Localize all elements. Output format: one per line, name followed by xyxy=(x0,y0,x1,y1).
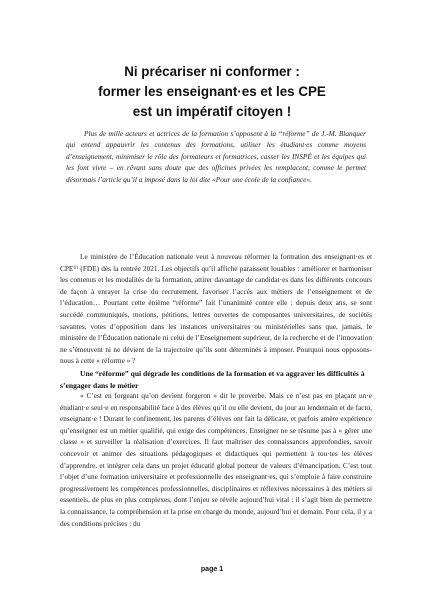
body-paragraph: Le ministère de l’Éducation nationale veut à nouveau réformer la formation des enseignant·es et CPE⁽ⁱ⁾ (FDE) dès la rentrée 2021. Les objectifs qu’il affiche paraissent louables : améliorer et harmoniser les contenus et les modalités de la formation, attirer davantage de candidat·es dans les différents concours de façon à enrayer la crise du recrutement, favoriser l’accès aux métiers de l’enseignement et de l’éducation… Pourtant cette énième “réforme” fait l’unanimité contre elle : depuis deux ans, se sont succédé communiqués, motions, pétitions, lettres ouvertes de composantes universitaires, de sociétés savantes, votes d’opposition dans les instances universitaires ou ministérielles sans que, jamais, le ministère de l’Éducation nationale ni celui de l’Enseignement supérieur, de la recherche et de l’innovation ne s’émeuvent ni ne dévient de la trajectoire qu’ils sont déterminés à imposer. Pourquoi nous opposons-nous à cette « réforme » ? xyxy=(60,252,372,366)
title-line-2: former les enseignant·es et les CPE xyxy=(98,84,326,99)
intro-paragraph: Plus de mille acteurs et actrices de la formation s’opposent à la “réforme” de J.-M. Blanquer qui entend appauvrir les contenus des formations, utiliser les étudiant·es comme moyens d’enseignement, minimiser le rôle des formateurs et formatrices, casser les INSPÉ et les équipes qui les font vivre – en rêvant sans doute que des officines privées les remplacent, comme le permet désormais l’article qu’il a imposé dans la loi dite «Pour une école de la confiance». xyxy=(66,129,366,184)
page-number: page 1 xyxy=(200,566,224,573)
section-heading: Une “réforme” qui dégrade les conditions de la formation et va aggraver les difficultés à s’engager dans le métier xyxy=(60,369,365,390)
title-line-3: est un impératif citoyen ! xyxy=(132,104,292,119)
section-paragraph: « C’est en forgeant qu’on devient forgeron » dit le proverbe. Mais ce n’est pas en plaçant un·e étudiant·e seul·e en responsabilité face à des élèves qu’il ou elle devient, du jour au lendemain et de facto, enseignant·e ! Durant le confinement, les parents d’élèves ont fait la délicate, et parfois amère expérience qu’enseigner est un métier qualifié, qui exige des compétences. Enseigner ne se résume pas à « gérer une classe » et surveiller la réalisation d’exercices. Il faut maîtriser des connaissances approfondies, savoir concevoir et animer des situations pédagogiques et didactiques qui permettent à tou·tes les élèves d’apprendre, et intégrer cela dans un projet éducatif global porteur de valeurs d’émancipation. C’est tout l’objet d’une formation universitaire et professionnelle des enseignant·es, qui s’emploie à faire construire progressivement les compétences professionnelles, disciplinaires et réflexives nécessaires à des métiers si essentiels, de plus en plus complexes, dont l’enjeu se révèle aujourd’hui vital : il s’agit bien de permettre la connaissance, la compréhension et la prise en charge du monde, aujourd’hui et demain. Pour cela, il y a des conditions précises : du xyxy=(60,391,372,528)
page-title xyxy=(60,62,364,122)
title-line-1: Ni précariser ni conformer : xyxy=(124,64,300,79)
